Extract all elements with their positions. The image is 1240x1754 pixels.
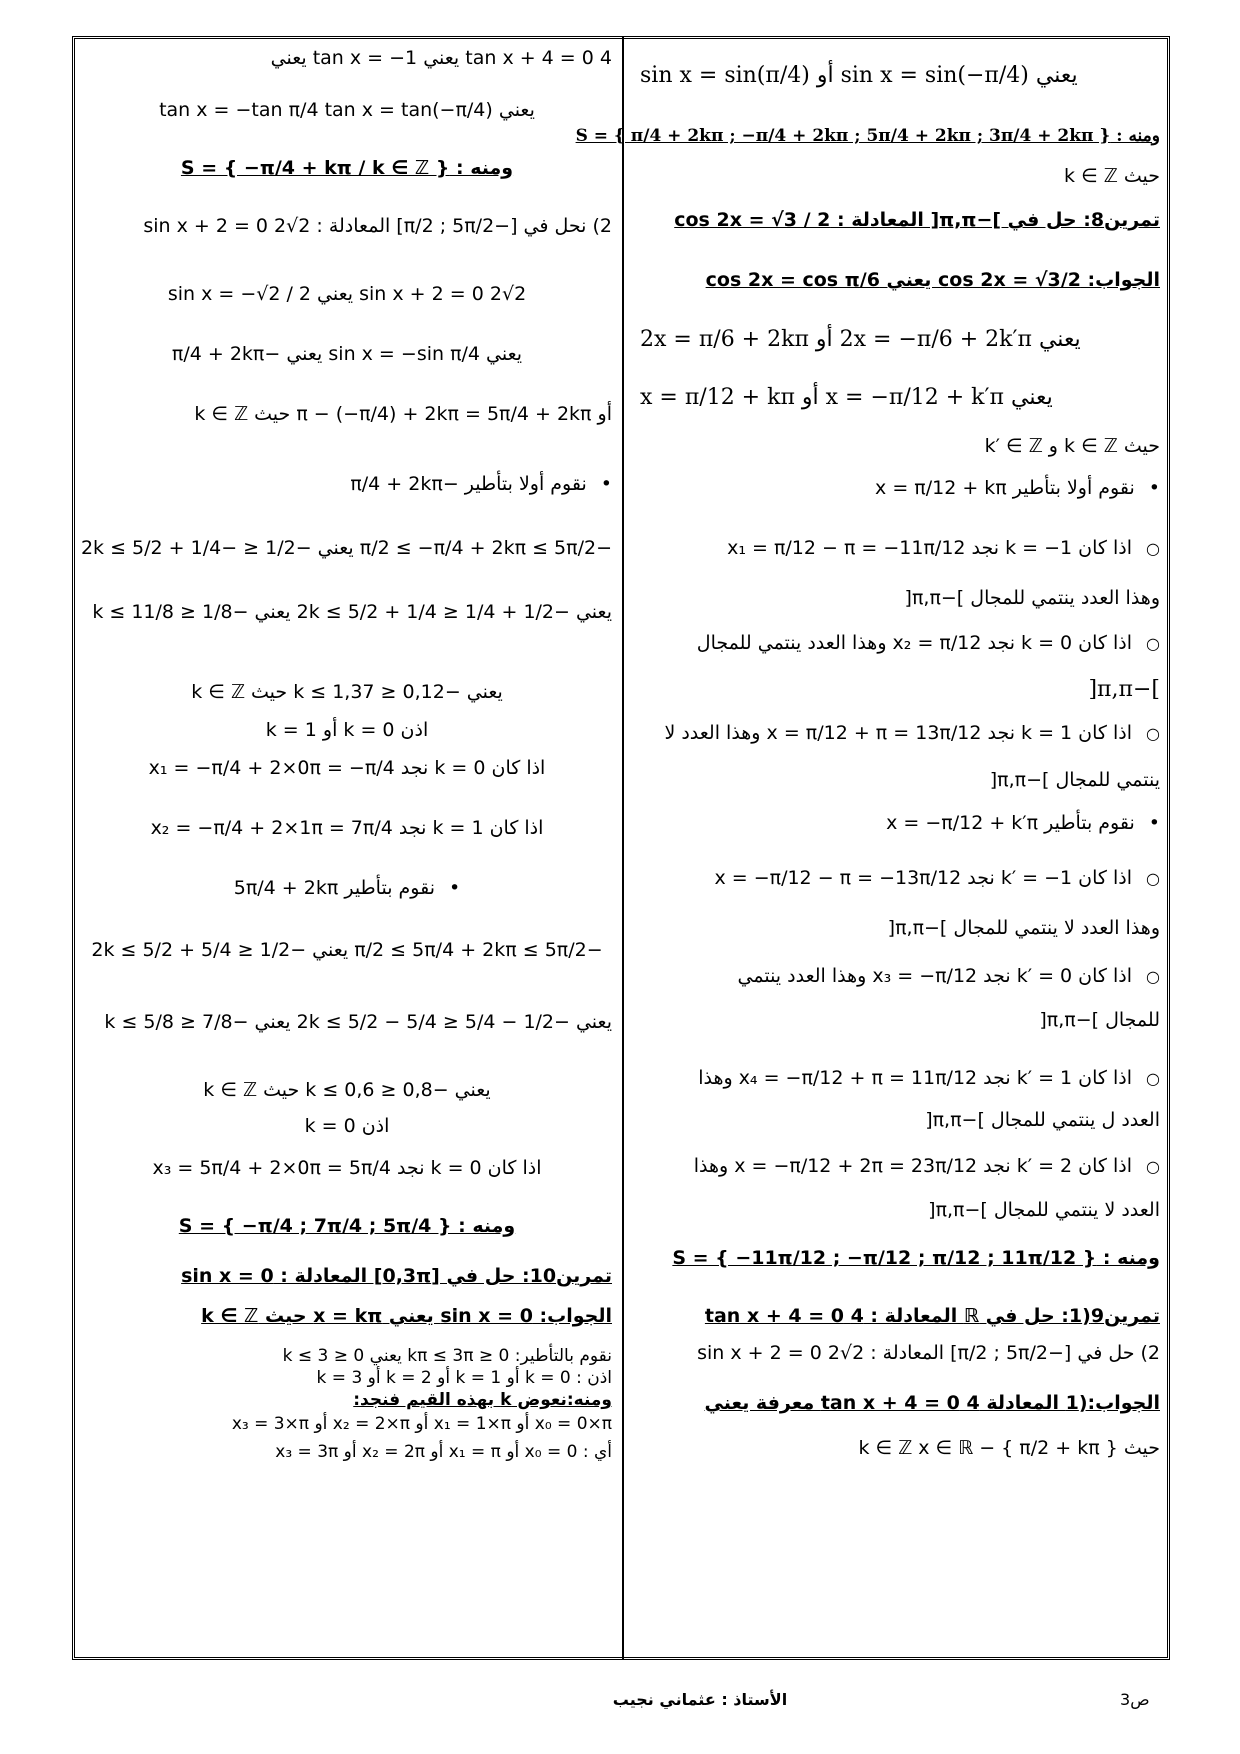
page-number: ص3 <box>1120 1690 1150 1709</box>
left-column-line: يعني −0,12 ≤ k ≤ 1,37 حيث k ∈ ℤ <box>191 681 503 703</box>
right-column-line: 2) حل في [−π/2 ; 5π/2] المعادلة : 2√2 sin x + 2 = 0 <box>697 1342 1160 1364</box>
right-column-line: ○ اذا كان k′ = −1 نجد x = −π/12 − π = −13π/12 <box>640 864 1160 893</box>
left-column-line: x₀ = 0×π أو x₁ = 1×π أو x₂ = 2×π أو x₃ = 3×π <box>231 1414 612 1434</box>
right-column-line: تمرين9(1: حل في ℝ المعادلة : 4 tan x + 4 = 0 <box>704 1305 1160 1327</box>
right-column-line: • نقوم أولا بتأطير x = π/12 + kπ <box>640 474 1160 502</box>
right-column-line: الجواب:(1 المعادلة 4 tan x + 4 = 0 معرفة يعني <box>704 1392 1160 1414</box>
right-column-line: العدد لا ينتمي للمجال ]−π,π[ <box>928 1199 1160 1221</box>
left-column-line: اذن : k = 0 أو k = 1 أو k = 2 أو k = 3 <box>316 1368 612 1388</box>
left-column-line: ومنه : S = { −π/4 + kπ / k ∈ ℤ } <box>180 157 514 179</box>
right-column <box>575 44 1160 1654</box>
left-column-line: تمرين10: حل في [0,3π] المعادلة : sin x = 0 <box>181 1265 612 1287</box>
right-column-line: تمرين8: حل في ]−π,π[ المعادلة : cos 2x = √3 / 2 <box>674 209 1160 231</box>
right-column-line: ومنه : S = { −11π/12 ; −π/12 ; π/12 ; 11π/12 } <box>672 1247 1160 1269</box>
left-column-line: يعني tan x = −tan π/4 tan x = tan(−π/4) <box>159 99 535 121</box>
right-column-line: حيث k ∈ ℤ و k′ ∈ ℤ <box>984 435 1160 457</box>
author-name: الأستاذ : عثماني نجيب <box>612 1690 788 1709</box>
right-column-line: ينتمي للمجال ]−π,π[ <box>989 769 1160 791</box>
column-divider <box>622 36 624 1660</box>
right-column-line: ○ اذا كان k = 0 نجد x₂ = π/12 وهذا العدد ينتمي للمجال <box>640 629 1160 658</box>
left-column-line: أو π − (−π/4) + 2kπ = 5π/4 + 2kπ حيث k ∈ ℤ <box>194 403 612 425</box>
left-column-line: 2√2 sin x + 2 = 0 يعني sin x = −√2 / 2 <box>167 283 527 305</box>
left-column-line: يعني −1/2 + 1/4 ≤ 2k ≤ 5/2 + 1/4 يعني −1/8 ≤ k ≤ 11/8 <box>92 601 612 623</box>
left-column <box>82 44 612 1654</box>
right-column-line: ○ اذا كان k = −1 نجد x₁ = π/12 − π = −11π/12 <box>640 534 1160 563</box>
left-column-line: −π/2 ≤ −π/4 + 2kπ ≤ 5π/2 يعني −1/2 ≤ −1/4 + 2k ≤ 5/2 <box>80 537 612 559</box>
right-column-line: ○ اذا كان k = 1 نجد x = π/12 + π = 13π/12 وهذا العدد لا <box>640 719 1160 748</box>
left-column-line: يعني −0,8 ≤ k ≤ 0,6 حيث k ∈ ℤ <box>203 1079 491 1101</box>
left-column-line: ومنه:نعوض k بهذه القيم فنجد: <box>353 1390 612 1410</box>
right-column-line: وهذا العدد ينتمي للمجال ]−π,π[ <box>904 587 1160 609</box>
right-column-line: ○ اذا كان k′ = 1 نجد x₄ = −π/12 + π = 11π/12 وهذا <box>640 1064 1160 1093</box>
right-column-line: للمجال ]−π,π[ <box>1039 1009 1160 1031</box>
right-column-line: يعني x = −π/12 + k′π أو x = π/12 + kπ <box>640 385 1053 410</box>
left-column-line: اذا كان k = 0 نجد x₁ = −π/4 + 2×0π = −π/4 <box>148 757 546 779</box>
right-column-line: حيث k ∈ ℤ x ∈ ℝ − { π/2 + kπ } <box>858 1437 1160 1459</box>
left-column-line: يعني −1/2 − 5/4 ≤ 2k ≤ 5/2 − 5/4 يعني −7/8 ≤ k ≤ 5/8 <box>104 1011 612 1033</box>
left-column-line: اذا كان k = 0 نجد x₃ = 5π/4 + 2×0π = 5π/4 <box>152 1157 542 1179</box>
left-column-line: 4 tan x + 4 = 0 يعني tan x = −1 يعني <box>270 47 612 69</box>
right-column-line: ○ اذا كان k′ = 2 نجد x = −π/12 + 2π = 23π/12 وهذا <box>640 1152 1160 1181</box>
left-column-line: يعني sin x = −sin π/4 يعني −π/4 + 2kπ <box>171 343 523 365</box>
right-column-line: وهذا العدد لا ينتمي للمجال ]−π,π[ <box>887 917 1160 939</box>
right-column-line: حيث k ∈ ℤ <box>1064 165 1160 187</box>
right-column-line: يعني sin x = sin(−π/4) أو sin x = sin(π/4) <box>640 63 1078 88</box>
right-column-line: ○ اذا كان k′ = 0 نجد x₃ = −π/12 وهذا العدد ينتمي <box>640 962 1160 991</box>
left-column-line: 2) نحل في [−π/2 ; 5π/2] المعادلة : 2√2 sin x + 2 = 0 <box>143 215 612 237</box>
right-column-line: الجواب: cos 2x = √3/2 يعني cos 2x = cos π/6 <box>705 269 1160 291</box>
left-column-line: −π/2 ≤ 5π/4 + 2kπ ≤ 5π/2 يعني −1/2 ≤ 5/4 + 2k ≤ 5/2 <box>91 939 603 961</box>
right-column-line: العدد ل ينتمي للمجال ]−π,π[ <box>925 1109 1160 1131</box>
right-column-line: • نقوم بتأطير x = −π/12 + k′π <box>640 809 1160 837</box>
left-column-line: • نقوم بتأطير 5π/4 + 2kπ <box>82 874 612 902</box>
left-column-line: نقوم بالتأطير: 0 ≤ kπ ≤ 3π يعني 0 ≤ k ≤ 3 <box>282 1346 612 1366</box>
left-column-line: أي : x₀ = 0 أو x₁ = π أو x₂ = 2π أو x₃ = 3π <box>275 1442 612 1462</box>
left-column-line: ومنه : S = { −π/4 ; 7π/4 ; 5π/4 } <box>178 1215 516 1237</box>
right-column-line: ]−π,π[ <box>1088 677 1160 702</box>
left-column-line: الجواب: sin x = 0 يعني x = kπ حيث k ∈ ℤ <box>201 1305 612 1327</box>
left-column-line: • نقوم أولا بتأطير −π/4 + 2kπ <box>82 470 612 498</box>
left-column-line: اذن k = 0 <box>304 1115 390 1137</box>
left-column-line: اذن k = 0 أو k = 1 <box>265 719 429 741</box>
left-column-line: اذا كان k = 1 نجد x₂ = −π/4 + 2×1π = 7π/4 <box>150 817 544 839</box>
page-footer <box>0 1690 1240 1720</box>
right-column-line: يعني 2x = −π/6 + 2k′π أو 2x = π/6 + 2kπ <box>640 327 1081 352</box>
right-column-line: ومنه : S = { π/4 + 2kπ ; −π/4 + 2kπ ; 5π/4 + 2kπ ; 3π/4 + 2kπ } <box>575 126 1160 146</box>
